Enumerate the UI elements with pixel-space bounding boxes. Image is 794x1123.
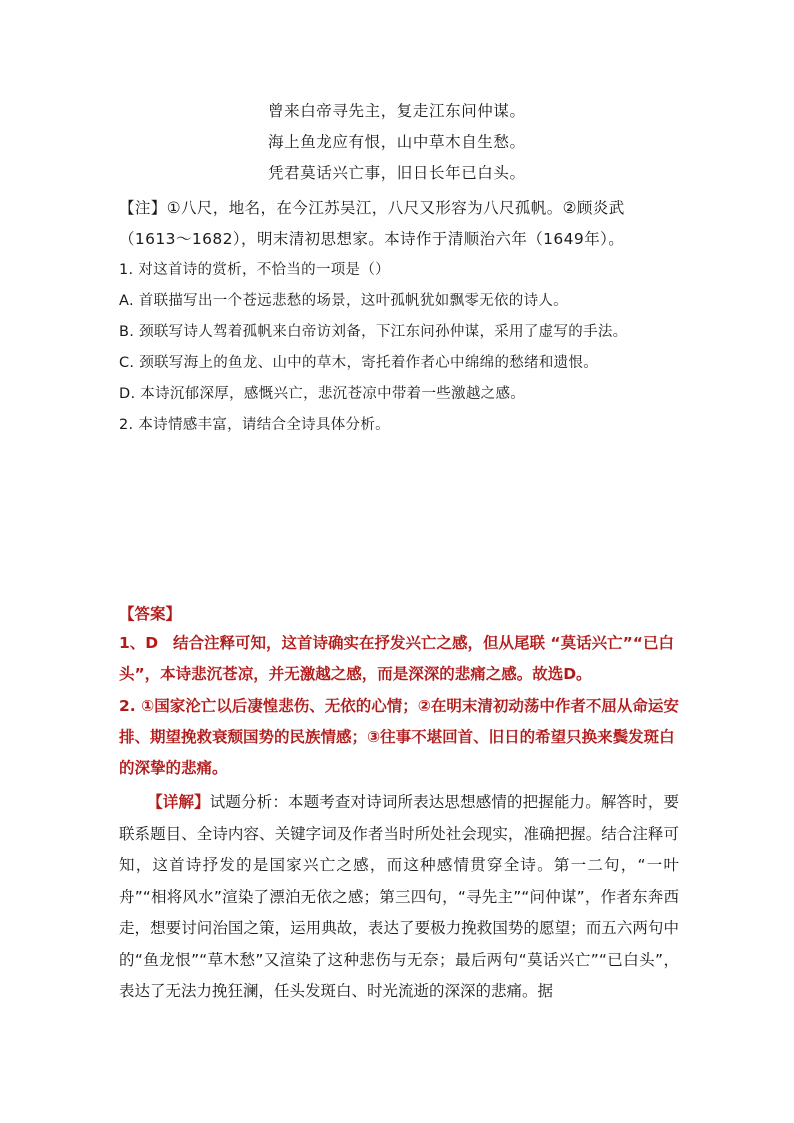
poem-line: 凭君莫话兴亡事，旧日长年已白头。 <box>268 164 526 182</box>
note-text: ①八尺，地名，在今江苏吴江，八尺又形容为八尺孤帆。②顾炎武（1613～1682），明末清初思想家。本诗作于清顺治六年（1649年）。 <box>119 199 625 248</box>
answer-1-text: 结合注释可知，这首诗确实在抒发兴亡之感，但从尾联 “莫话兴亡”“已白头”，本诗悲沉苍凉，并无激越之感，而是深深的悲痛之感。故选D。 <box>119 634 674 683</box>
poem-line: 海上鱼龙应有恨，山中草木自生愁。 <box>268 133 526 151</box>
option-c: C. 颈联写海上的鱼龙、山中的草木，寄托着作者心中绵绵的愁绪和遗恨。 <box>119 355 599 371</box>
detail-tag: 【详解】 <box>147 793 210 811</box>
note-tag: 【注】 <box>119 199 167 217</box>
answer-1 <box>119 628 679 690</box>
annotation-note <box>119 193 679 255</box>
answer-1-choice: 1、D <box>119 634 159 652</box>
answer-2: 2. ①国家沦亡以后凄惶悲伤、无依的心情；②在明末清初动荡中作者不屈从命运安排、期望挽救衰颓国势的民族情感；③往事不堪回首、旧日的希望只换来鬓发斑白的深挚的悲痛。 <box>119 697 679 777</box>
question-2: 2. 本诗情感丰富，请结合全诗具体分析。 <box>119 417 390 433</box>
detail-analysis <box>119 787 679 1008</box>
option-a: A. 首联描写出一个苍远悲愁的场景，这叶孤帆犹如飘零无依的诗人。 <box>119 293 568 309</box>
poem-line: 曾来白帝寻先主，复走江东问仲谋。 <box>268 102 526 120</box>
detail-text: 试题分析：本题考查对诗词所表达思想感情的把握能力。解答时，要联系题目、全诗内容、关键字词及作者当时所处社会现实，准确把握。结合注释可知，这首诗抒发的是国家兴亡之感，而这种感情贯穿全诗。第一二句，“一叶舟”“相将风水”渲染了漂泊无依之感；第三四句，“寻先主”“问仲谋”，作者东奔西走，想要讨问治国之策，运用典故，表达了要极力挽救国势的愿望；而五六两句中的“鱼龙恨”“草木愁”又渲染了这种悲伤与无奈；最后两句“莫话兴亡”“已白头”，表达了无法力挽狂澜，任头发斑白、时光流逝的深深的悲痛。据 <box>119 793 679 1000</box>
answer-heading: 【答案】 <box>119 605 182 623</box>
option-d: D. 本诗沉郁深厚，感慨兴亡，悲沉苍凉中带着一些激越之感。 <box>119 386 526 402</box>
option-b: B. 颈联写诗人驾着孤帆来白帝访刘备，下江东问孙仲谋，采用了虚写的手法。 <box>119 324 628 340</box>
question-1: 1. 对这首诗的赏析，不恰当的一项是（） <box>119 262 390 278</box>
poem <box>268 96 526 189</box>
